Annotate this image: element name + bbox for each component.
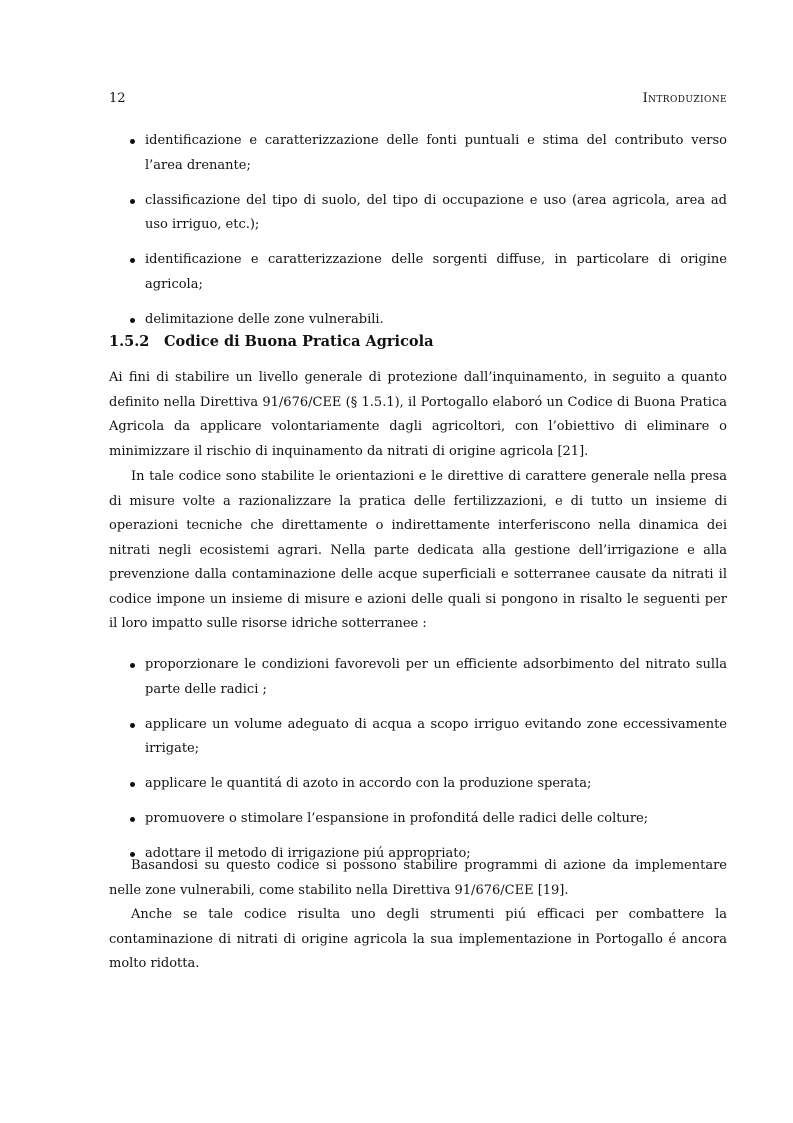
bullet-icon <box>130 258 135 263</box>
paragraph: In tale codice sono stabilite le orientazioni e le direttive di carattere generale nella presa di misure volte a razionalizzare la pratica delle fertilizzazioni, e di tutto un insieme di operazioni tecniche che direttamente o indirettamente interferiscono nella dinamica dei nitrati negli ecosistemi agrari. Nella parte dedicata alla gestione dell’irrigazione e alla prevenzione dalla contaminazione delle acque superficiali e sotterranee causate da nitrati il codice impone un insieme di misure e azioni delle quali si pongono in risalto le seguenti per il loro impatto sulle risorse idriche sotterranee : <box>109 469 727 631</box>
list-item: proporzionare le condizioni favorevoli per un efficiente adsorbimento del nitrato sulla parte delle radici ; <box>109 653 727 702</box>
paragraph: Ai fini di stabilire un livello generale di protezione dall’inquinamento, in seguito a quanto definito nella Direttiva 91/676/CEE (§ 1.5.1), il Portogallo elaboró un Codice di Buona Pratica Agricola da applicare volontariamente dagli agricoltori, con l’obiettivo di eliminare o minimizzare il rischio di inquinamento da nitrati di origine agricola [21]. <box>109 370 727 459</box>
section-title: Codice di Buona Pratica Agricola <box>164 333 434 350</box>
list-item: classificazione del tipo di suolo, del tipo di occupazione e uso (area agricola, area ad uso irriguo, etc.); <box>109 189 727 238</box>
bullet-list-objectives <box>109 129 727 343</box>
paragraph: Anche se tale codice risulta uno degli strumenti piú efficaci per combattere la contaminazione di nitrati di origine agricola la sua implementazione in Portogallo é ancora molto ridotta. <box>109 907 727 971</box>
running-header <box>109 90 727 108</box>
paragraph: Basandosi su questo codice si possono stabilire programmi di azione da implementare nelle zone vulnerabili, come stabilito nella Direttiva 91/676/CEE [19]. <box>109 858 727 898</box>
bullet-icon <box>130 817 135 822</box>
bullet-icon <box>130 663 135 668</box>
list-item: identificazione e caratterizzazione delle fonti puntuali e stima del contributo verso l’area drenante; <box>109 129 727 178</box>
list-item: promuovere o stimolare l’espansione in profonditá delle radici delle colture; <box>109 807 727 832</box>
list-item: applicare un volume adeguato di acqua a scopo irriguo evitando zone eccessivamente irrigate; <box>109 713 727 762</box>
list-item: delimitazione delle zone vulnerabili. <box>109 308 727 333</box>
section-number: 1.5.2 <box>109 333 150 350</box>
list-item: applicare le quantitá di azoto in accordo con la produzione sperata; <box>109 772 727 797</box>
list-item: identificazione e caratterizzazione delle sorgenti diffuse, in particolare di origine agricola; <box>109 248 727 297</box>
page-number: 12 <box>109 91 126 106</box>
running-title: Introduzione <box>642 91 727 106</box>
section-heading <box>109 330 727 354</box>
bullet-icon <box>130 723 135 728</box>
bullet-icon <box>130 318 135 323</box>
bullet-icon <box>130 782 135 787</box>
list-item: adottare il metodo di irrigazione piú appropriato; <box>109 842 727 867</box>
bullet-list-measures <box>109 653 727 877</box>
bullet-icon <box>130 199 135 204</box>
bullet-icon <box>130 139 135 144</box>
